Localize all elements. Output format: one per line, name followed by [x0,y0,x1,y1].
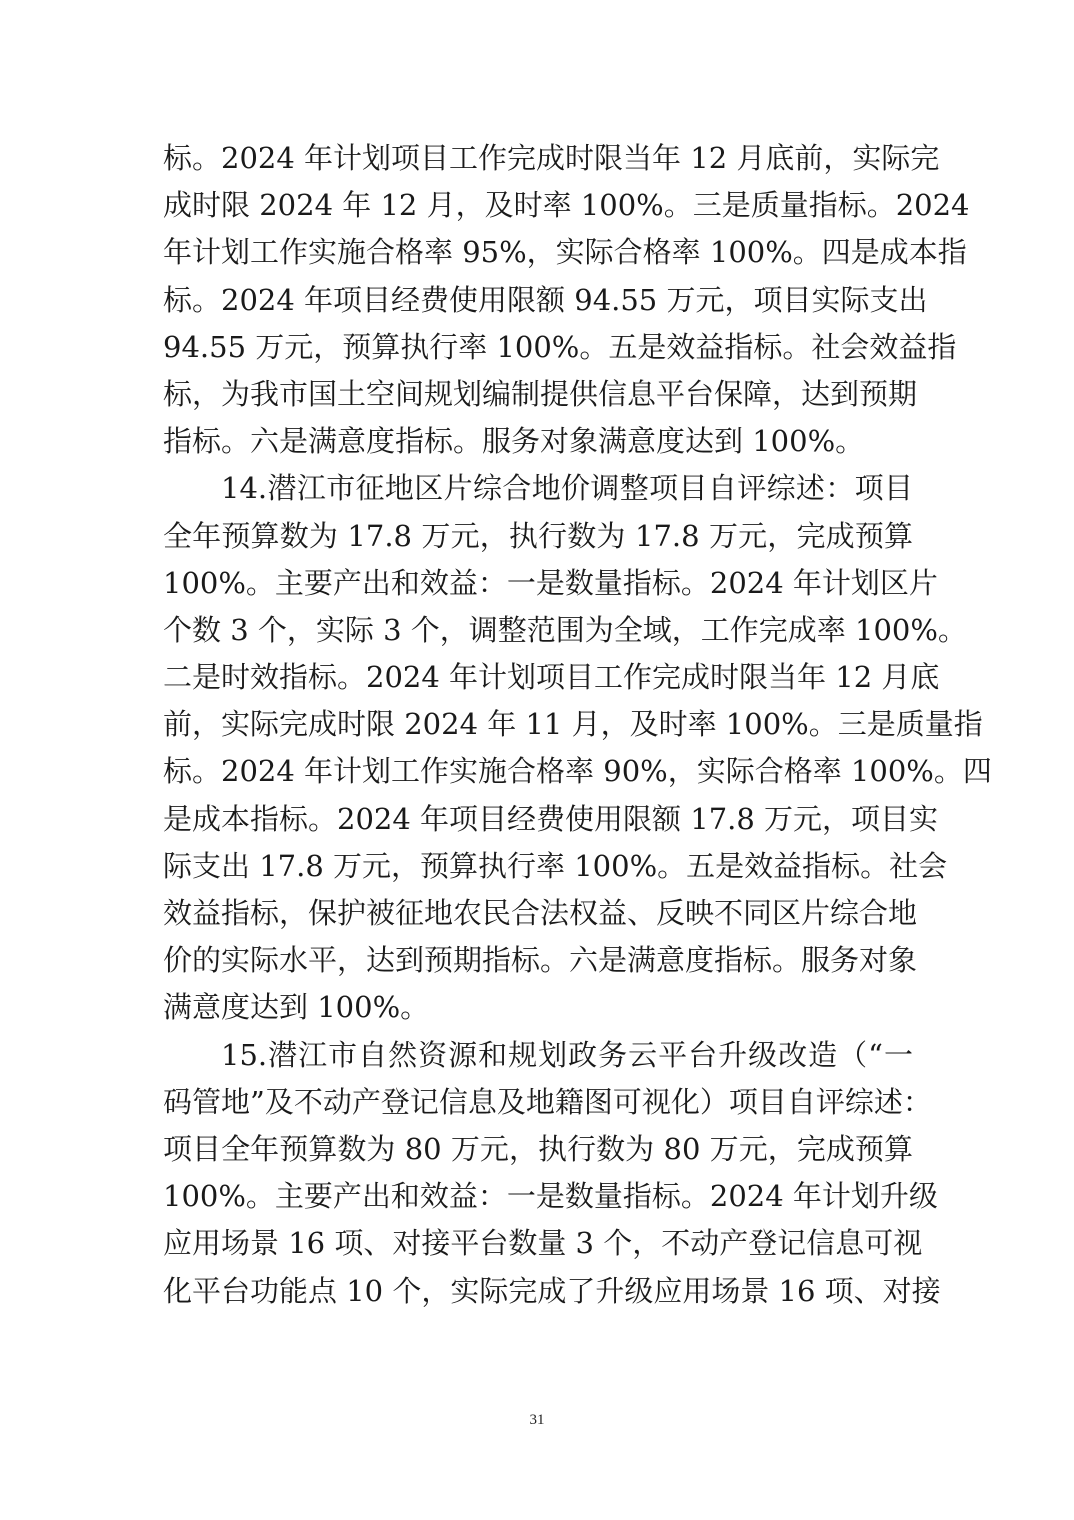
text-line: 年计划工作实施合格率 95%，实际合格率 100%。四是成本指 [163,235,967,270]
text-line: 全年预算数为 17.8 万元，执行数为 17.8 万元，完成预算 [163,518,913,553]
text-line: 化平台功能点 10 个，实际完成了升级应用场景 16 项、对接 [163,1273,941,1308]
text-line: 码管地”及不动产登记信息及地籍图可视化）项目自评综述： [163,1084,932,1119]
text-line: 成时限 2024 年 12 月，及时率 100%。三是质量指标。2024 [163,188,970,223]
text-line: 标。2024 年计划项目工作完成时限当年 12 月底前，实际完 [163,141,940,175]
text-line: 100%。主要产出和效益：一是数量指标。2024 年计划升级 [163,1179,938,1214]
body-text [163,135,992,1315]
text-line: 指标。六是满意度指标。服务对象满意度达到 100%。 [163,424,865,459]
text-line: 是成本指标。2024 年项目经费使用限额 17.8 万元，项目实 [163,801,939,836]
paragraph-15-heading-line: 15.潜江市自然资源和规划政务云平台升级改造（“一 [221,1037,913,1072]
text-line: 效益指标，保护被征地农民合法权益、反映不同区片综合地 [163,896,918,930]
text-line: 94.55 万元，预算执行率 100%。五是效益指标。社会效益指 [163,329,957,364]
paragraph-14-heading-line: 14.潜江市征地区片综合地价调整项目自评综述：项目 [221,471,913,506]
text-line: 个数 3 个，实际 3 个，调整范围为全域，工作完成率 100%。 [163,612,967,647]
text-line: 项目全年预算数为 80 万元，执行数为 80 万元，完成预算 [163,1131,913,1166]
text-line: 100%。主要产出和效益：一是数量指标。2024 年计划区片 [163,565,938,600]
text-line: 际支出 17.8 万元，预算执行率 100%。五是效益指标。社会 [163,848,948,883]
text-line: 标。2024 年项目经费使用限额 94.55 万元，项目实际支出 [163,282,928,317]
text-line: 标，为我市国土空间规划编制提供信息平台保障，达到预期 [163,376,918,411]
text-line: 二是时效指标。2024 年计划项目工作完成时限当年 12 月底 [163,660,940,695]
text-line: 前，实际完成时限 2024 年 11 月，及时率 100%。三是质量指 [163,707,983,742]
page-number: 31 [529,1412,545,1428]
text-line: 标。2024 年计划工作实施合格率 90%，实际合格率 100%。四 [163,754,992,789]
text-line: 满意度达到 100%。 [163,990,430,1025]
text-line: 应用场景 16 项、对接平台数量 3 个，不动产登记信息可视 [163,1226,923,1261]
text-line: 价的实际水平，达到预期指标。六是满意度指标。服务对象 [163,943,918,978]
